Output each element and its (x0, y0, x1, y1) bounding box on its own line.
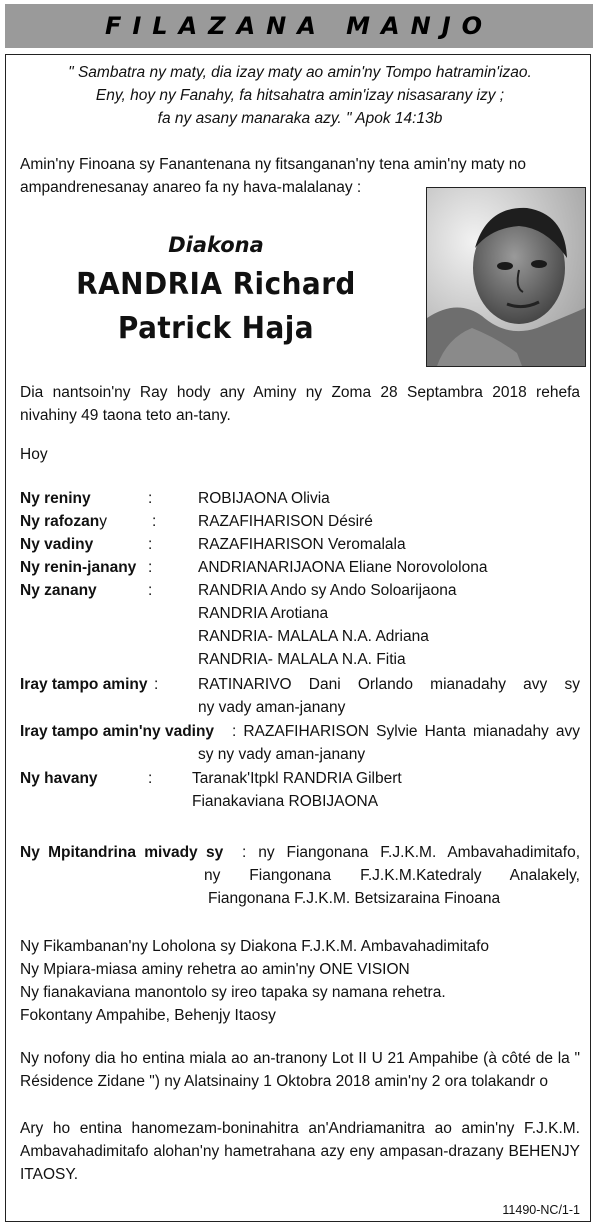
colon: : (154, 676, 159, 693)
header-banner (5, 4, 593, 48)
verse-line-3: fa ny asany manaraka azy. " Apok 14:13b (157, 110, 443, 127)
child-name: RANDRIA- MALALA N.A. Adriana (198, 628, 429, 645)
banner-title: FILAZANA MANJO (104, 12, 494, 40)
relative-label-bold: Ny rafozan (20, 513, 100, 530)
relative-label: Ny reniny (20, 490, 91, 507)
hoy-label: Hoy (20, 446, 48, 463)
relative-name: ANDRIANARIJAONA Eliane Norovololona (198, 559, 488, 576)
colon: : (148, 490, 153, 507)
mpitandrina-line-3: Fiangonana F.J.K.M. Betsizaraina Finoana (208, 890, 501, 907)
colon: : (152, 513, 157, 530)
others-list (20, 935, 580, 1027)
bible-verse (22, 61, 578, 130)
relative-label (20, 510, 107, 533)
reference-code: 11490-NC/1-1 (502, 1203, 580, 1217)
relative-name: Taranak'Itpkl RANDRIA Gilbert (192, 770, 402, 787)
relative-label: Iray tampo aminy (20, 676, 148, 693)
deceased-name-line-1: RANDRIA Richard (76, 267, 356, 302)
relative-label: Ny havany (20, 770, 98, 787)
deceased-name-line-2: Patrick Haja (117, 311, 315, 346)
verse-line-2: Eny, hoy ny Fanahy, fa hitsahatra amin'izay nisasarany izy ; (95, 87, 505, 104)
mpitandrina-label: Ny Mpitandrina mivady sy (20, 844, 224, 861)
colon: : (148, 559, 153, 576)
relative-name: ROBIJAONA Olivia (198, 490, 330, 507)
relative-label: Ny renin-janany (20, 559, 137, 576)
others-line: Fokontany Ampahibe, Behenjy Itaosy (20, 1007, 276, 1024)
intro-paragraph: Amin'ny Finoana sy Fanantenana ny fitsanganan'ny tena amin'ny maty no ampandrenesanay anareo fa ny hava-malalanay : (20, 156, 527, 196)
relative-label-rest: y (99, 513, 107, 530)
relative-name-cont: ny vady aman-janany (198, 699, 346, 716)
deceased-role: Diakona (168, 233, 264, 257)
notice-frame (5, 54, 591, 1222)
relative-name: : RAZAFIHARISON Sylvie Hanta mianadahy avy (232, 723, 580, 740)
death-notice: Dia nantsoin'ny Ray hody any Aminy ny Zoma 28 Septambra 2018 rehefa nivahiny 49 taona teto an-tany. (20, 384, 580, 424)
relative-name: RATINARIVO Dani Orlando mianadahy avy sy (198, 676, 580, 693)
child-name: RANDRIA Arotiana (198, 605, 329, 622)
colon: : (148, 770, 153, 787)
mpitandrina-line-2: ny Fiangonana F.J.K.M.Katedraly Analakely, (204, 867, 580, 884)
child-name: RANDRIA- MALALA N.A. Fitia (198, 651, 406, 668)
wake-notice: Ny nofony dia ho entina miala ao an-tranony Lot II U 21 Ampahibe (à côté de la " Résidence Zidane ") ny Alatsinainy 1 Oktobra 2018 amin'ny 2 ora tolakandr o (20, 1050, 580, 1090)
colon: : (148, 582, 153, 599)
portrait-photo (426, 187, 586, 367)
relative-label: Ny zanany (20, 582, 97, 599)
relative-name-cont: sy ny vady aman-janany (198, 746, 366, 763)
mpitandrina-line-1: : ny Fiangonana F.J.K.M. Ambavahadimitafo, (242, 844, 580, 861)
burial-notice: Ary ho entina hanomezam-boninahitra an'Andriamanitra ao amin'ny F.J.K.M. Ambavahadimitafo alohan'ny hametrahana azy eny ampasan-drazany BEHENJY ITAOSY. (20, 1120, 580, 1183)
relative-label: Ny vadiny (20, 536, 94, 553)
others-line: Ny Mpiara-miasa aminy rehetra ao amin'ny ONE VISION (20, 961, 410, 978)
relative-name-cont: Fianakaviana ROBIJAONA (192, 793, 379, 810)
others-line: Ny fianakaviana manontolo sy ireo tapaka sy namana rehetra. (20, 984, 446, 1001)
relative-name: RAZAFIHARISON Désiré (198, 513, 373, 530)
child-name: RANDRIA Ando sy Ando Soloarijaona (198, 582, 457, 599)
verse-line-1: " Sambatra ny maty, dia izay maty ao amin'ny Tompo hatramin'izao. (68, 64, 532, 81)
relative-name: RAZAFIHARISON Veromalala (198, 536, 406, 553)
relative-label: Iray tampo amin'ny vadiny (20, 723, 215, 740)
others-line: Ny Fikambanan'ny Loholona sy Diakona F.J.K.M. Ambavahadimitafo (20, 938, 490, 955)
portrait-image (427, 188, 585, 366)
colon: : (148, 536, 153, 553)
